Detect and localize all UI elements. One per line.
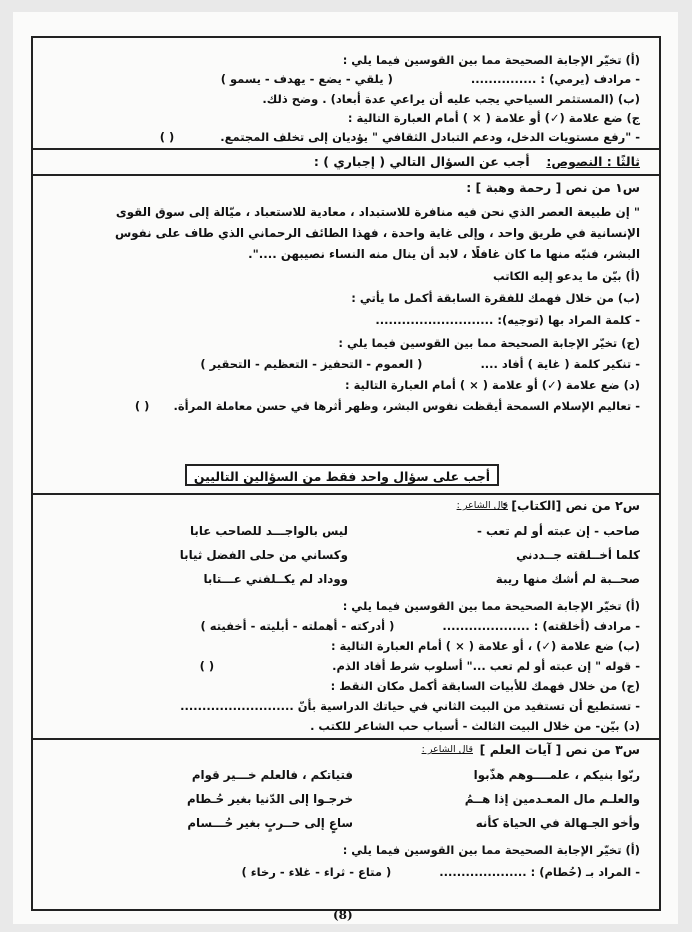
divider: [33, 174, 659, 176]
q1-b: (ب) من خلال فهمك للفقرة السابقة أكمل ما يأتي :: [351, 291, 640, 305]
q2-verse2-first: كلما أخــلقته جــددني: [516, 548, 640, 562]
q-c-title: ج) ضع علامة (✓) أو علامة ( × ) أمام العبارة التالية :: [347, 111, 640, 125]
q3-verse1-second: فتياتكم ، فالعلم خـــير قوام: [191, 768, 353, 782]
choose-one-banner: أجب على سؤال واحد فقط من السؤالين التاليين: [185, 464, 499, 486]
q-c-item: - "رفع مستويات الدخل، ودعم التبادل الثقافي " يؤديان إلى تخلف المجتمع.: [220, 130, 640, 144]
q-a-options: ( يلقي - يضع - يهدف - يسمو ): [220, 72, 393, 86]
q2-verse1-first: صاحب - إن عبته أو لم تعب -: [477, 524, 640, 538]
q3-verse1-first: ربّوا بنيكم ، علمــــوهم هذّبوا: [473, 768, 640, 782]
q2-a-options: ( أدركته - أهملته - أبليته - أخفيته ): [200, 619, 395, 633]
q3-a-options: ( متاع - ثراء - غلاء - رخاء ): [241, 865, 392, 879]
q3-a-title: (أ) تخيّر الإجابة الصحيحة مما بين القوسين فيما يلي :: [342, 843, 640, 857]
section-heading: ثالثًا : النصوص:: [546, 154, 640, 169]
q2-b-title: (ب) ضع علامة (✓) ، أو علامة ( × ) أمام العبارة التالية :: [330, 639, 640, 653]
divider: [33, 738, 659, 740]
q1-d-item: - تعاليم الإسلام السمحة أيقظت نفوس البشر، وظهر أثرها في حسن معاملة المرأة.: [173, 399, 640, 413]
q1-d-title: (د) ضع علامة (✓) أو علامة ( × ) أمام العبارة التالية :: [344, 378, 640, 392]
q2-b-answer-box: ( ): [199, 659, 215, 673]
q-b-text: (ب) (المستثمر السياحي يجب عليه أن يراعي عدة أبعاد) . وضح ذلك.: [262, 92, 640, 106]
q1-b-item: - كلمة المراد بها (توجيه): ...........................: [375, 313, 640, 327]
q2-d-item: (د) بيّن- من خلال البيت الثالث - أسباب حب الشاعر للكتب .: [310, 719, 640, 733]
divider: [33, 493, 659, 495]
q1-a: (أ) بيّن ما يدعو إليه الكاتب: [493, 269, 640, 283]
q2-a-title: (أ) تخيّر الإجابة الصحيحة مما بين القوسين فيما يلي :: [342, 599, 640, 613]
q2-verse3-second: ووداد لم يكــلفني عـــتابا: [203, 572, 348, 586]
q2-c-item: - تستطيع أن تستفيد من البيت الثاني في حياتك الدراسية بأنّ ..........................: [180, 699, 640, 713]
section-heading-row: [41, 154, 640, 170]
passage-line-2: الإنسانية في طريق واحد ، وإلى غاية واحدة ، فهذا الطائف الرحماني الذي طاف على نفوس: [114, 226, 640, 240]
q1-c-item: - تنكير كلمة ( غاية ) أفاد ....: [480, 357, 640, 371]
q3-title: س٣ من نص [ آيات العلم ]: [479, 742, 640, 757]
q3-a-row: [41, 864, 640, 880]
q3-verse2-first: والعلـم مال المعـدمين إذا هــمُ: [464, 792, 640, 806]
q2-c-title: (ج) من خلال فهمك للأبيات السابقة أكمل مكان النقط :: [330, 679, 640, 693]
q2-poet-label: قال الشاعر :: [456, 500, 508, 511]
q-a-row: [41, 71, 640, 87]
passage-line-3: البشر، فنبّه منها ما كان غافلًا ، لابد أن ينال منه النساء نصيبهن ....".: [248, 247, 640, 261]
q2-verse1-second: ليس بالواجـــد للصاحب عابا: [189, 524, 348, 538]
q2-title: س٢ من نص [الكتاب] :: [501, 498, 640, 513]
q3-verse3-second: ساعٍ إلى حــربٍ بغير حُـــسام: [187, 816, 353, 830]
q2-verse3-first: صحــبة لم أشك منها ريبة: [495, 572, 640, 586]
q-c-answer-box: ( ): [159, 130, 175, 144]
q2-verse2-second: وكساني من حلى الفضل ثيابا: [179, 548, 348, 562]
q2-b-row: [41, 658, 640, 674]
q1-c-options: ( العموم - التحفيز - التعظيم - التحقير ): [200, 357, 423, 371]
section-heading-tail: أجب عن السؤال التالي ( إجباري ) :: [313, 154, 530, 169]
q3-verse3-first: وأخو الجـهالة في الحياة كأنه: [475, 816, 640, 830]
q-c-row: [41, 129, 640, 145]
q1-d-row: [41, 398, 640, 414]
q3-poet-label: قال الشاعر :: [421, 744, 473, 755]
q2-a-row: [41, 618, 640, 634]
q2-a-item: - مرادف (أخلقته) : ....................: [442, 619, 640, 633]
q1-d-answer-box: ( ): [134, 399, 150, 413]
q1-c-row: [41, 356, 640, 372]
q-a-item: - مرادف (يرمي) : ...............: [470, 72, 640, 86]
exam-page: [13, 12, 678, 924]
q3-verse2-second: خرجـوا إلى الدّنيا بغير حُـطام: [187, 792, 353, 806]
q1-title: س١ من نص [ رحمة وهبة ] :: [466, 180, 640, 195]
passage-line-1: " إن طبيعة العصر الذي نحن فيه منافرة للاستبداد ، معادية للاستعباد ، ميّالة إلى سوق القوى: [115, 205, 640, 219]
q3-a-item: - المراد بـ (حُطام) : ....................: [439, 865, 640, 879]
page-number: (8): [333, 908, 353, 922]
q-a-title: (أ) تخيّر الإجابة الصحيحة مما بين القوسين فيما يلي :: [342, 53, 640, 67]
divider: [33, 148, 659, 150]
q1-c-title: (ج) تخيّر الإجابة الصحيحة مما بين القوسين فيما يلي :: [338, 336, 640, 350]
q2-b-item: - قوله " إن عبته أو لم تعب ..." أسلوب شرط أفاد الذم.: [332, 659, 640, 673]
